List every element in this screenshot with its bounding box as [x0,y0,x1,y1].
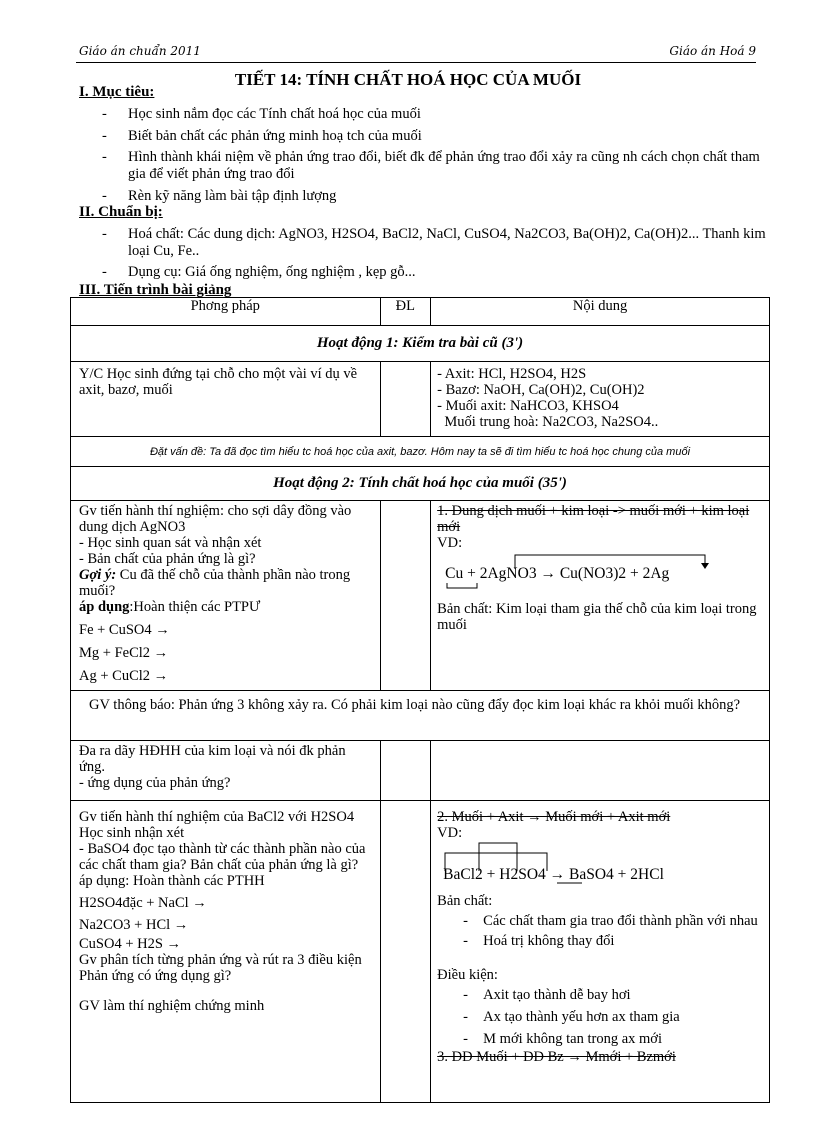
activity2-announce: GV thông báo: Phản ứng 3 không xảy ra. Có phải kim loại nào cũng đẩy đọc kim loại khác ra khỏi muối không? [71,691,770,741]
act2-ceq3: CuSO4 + H2S → [79,936,182,952]
section1-item-1: - Học sinh nắm đọc các Tính chất hoá học của muối [102,106,421,122]
rule2-cond-1: - Axit tạo thành dễ bay hơi [463,987,631,1003]
activity2-method-3 [71,801,381,1103]
rule2-nature-1: - Các chất tham gia trao đổi thành phần với nhau [463,913,758,929]
act1-axit: - Axit: HCl, H2SO4, H2S [437,366,587,382]
header-right: Giáo án Hoá 9 [669,44,756,58]
rule1-nature: Bản chất: Kim loại tham gia thế chỗ của kim loại trong muối [437,601,757,633]
table-header-row [71,298,770,326]
activity2-row-1 [71,501,770,691]
lesson-table [70,297,770,1103]
act2-eq1: Fe + CuSO4 → [79,622,170,638]
activity2-method-2 [71,741,381,801]
rule1-equation: Cu + 2AgNO3 → Cu(NO3)2 + 2Ag [445,565,670,582]
activity2-content-1 [431,501,770,691]
rule1-equation-box [437,551,765,591]
rule2-equation-box [437,841,765,885]
act2-observe2: Học sinh nhận xét [79,825,185,841]
act2-application: - ứng dụng của phản ứng? [79,775,231,791]
act2-eq2: Mg + FeCl2 → [79,645,169,661]
act2-analysis: Gv phân tích từng phản ứng và rút ra 3 điều kiện [79,952,362,968]
rule2-nature-2: - Hoá trị không thay đổi [463,933,615,949]
rule2-title: 2. Muối + Axit → Muối mới + Axit mới [437,809,671,825]
rule2-nature-label: Bản chất: [437,893,493,909]
activity2-heading-row [71,467,770,501]
section1-heading: I. Mục tiêu: [79,84,155,100]
col-dl-header: ĐL [380,298,431,326]
act2-baso4-q: - BaSO4 đọc tạo thành từ các thành phần nào của các chất tham gia? Bản chất của phản ứng là gì? [79,841,366,873]
act2-apply: áp dụng:Hoàn thiện các PTPƯ [79,599,261,615]
act2-ceq1: H2SO4đặc + NaCl → [79,895,207,911]
activity2-row-2 [71,741,770,801]
section1-item-2: - Biết bản chất các phản ứng minh hoạ tch của muối [102,128,422,144]
activity2-content-3 [431,801,770,1103]
rule2-vd: VD: [437,825,463,841]
activity1-note-row [71,437,770,467]
section1-item-4: - Rèn kỹ năng làm bài tập định lượng [102,188,337,204]
page-title: TIẾT 14: TÍNH CHẤT HOÁ HỌC CỦA MUỐI [234,70,582,89]
activity2-dl-1 [380,501,431,691]
act2-exp1: Gv tiến hành thí nghiệm: cho sợi dây đồng vào dung dịch AgNO3 [79,503,352,535]
rule2-cond-2: - Ax tạo thành yếu hơn ax tham gia [463,1009,680,1025]
col-method-header: Phơng pháp [71,298,381,326]
activity2-announce-row [71,691,770,741]
activity1-dl [380,362,431,437]
col-content-header: Nội dung [431,298,770,326]
activity1-note: Đặt vấn đề: Ta đã đọc tìm hiểu tc hoá học của axit, bazơ. Hôm nay ta sẽ đi tìm hiểu tc hoá học chung của muối [71,437,770,467]
rule1-title: 1. Dung dịch muối + kim loại -> muối mới + kim loại mới [437,503,750,535]
act2-exp2: Gv tiến hành thí nghiệm của BaCl2 với H2SO4 [79,809,355,825]
section2-item-1: - Hoá chất: Các dung dịch: AgNO3, H2SO4, BaCl2, NaCl, CuSO4, Na2CO3, Ba(OH)2, Ca(OH)2... Thanh kim loại Cu, Fe.. [102,226,766,259]
act2-series: Đa ra dãy HĐHH của kim loại và nói đk phản ứng. [79,743,346,775]
activity2-dl-3 [380,801,431,1103]
activity2-dl-2 [380,741,431,801]
activity2-row-3 [71,801,770,1103]
section2-heading: II. Chuẩn bị: [79,204,163,220]
rule2-condition-label: Điều kiện: [437,967,498,983]
act1-bazo: - Bazơ: NaOH, Ca(OH)2, Cu(OH)2 [437,382,645,398]
activity1-row [71,362,770,437]
rule2-cond-3: - M mới không tan trong ax mới [463,1031,663,1047]
rule1-vd: VD: [437,535,463,551]
act2-ceq2: Na2CO3 + HCl → [79,917,189,933]
activity2-heading: Hoạt động 2: Tính chất hoá học của muối (35') [71,467,770,501]
section3-heading: III. Tiến trình bài giảng [79,282,232,298]
act2-eq3: Ag + CuCl2 → [79,668,169,684]
act1-muoi-trung-hoa: Muối trung hoà: Na2CO3, Na2SO4.. [437,414,659,430]
act2-application2: Phản ứng có ứng dụng gì? [79,968,232,984]
act2-demo: GV làm thí nghiệm chứng minh [79,998,265,1014]
header-divider [76,62,756,63]
act2-hint: Gợi ý: Cu đã thế chỗ của thành phần nào trong muối? [79,567,351,599]
activity1-heading-row [71,326,770,362]
activity2-content-2 [431,741,770,801]
act2-nature-q: - Bản chất của phản ứng là gì? [79,551,256,567]
act2-apply2: áp dụng: Hoàn thành các PTHH [79,873,265,889]
rule3-title: 3. DD Muối + DD Bz → Mmới + Bzmới [437,1049,676,1065]
activity1-method: Y/C Học sinh đứng tại chỗ cho một vài ví dụ về axit, bazơ, muối [71,362,381,437]
section1-item-3: - Hình thành khái niệm về phản ứng trao đổi, biết đk để phản ứng trao đổi xảy ra cũng nh cách chọn chất tham gia để viết phản ứng trao đổi [102,149,760,182]
header-left: Giáo án chuẩn 2011 [79,44,201,58]
act2-observe: - Học sinh quan sát và nhận xét [79,535,262,551]
activity1-content [431,362,770,437]
rule2-equation: BaCl2 + H2SO4 → BaSO4 + 2HCl [443,866,664,883]
activity1-heading: Hoạt động 1: Kiểm tra bài cũ (3') [71,326,770,362]
activity2-method-1 [71,501,381,691]
act1-muoi-axit: - Muối axit: NaHCO3, KHSO4 [437,398,619,414]
section2-item-2: - Dụng cụ: Giá ống nghiệm, ống nghiệm , kẹp gỗ... [102,264,416,280]
